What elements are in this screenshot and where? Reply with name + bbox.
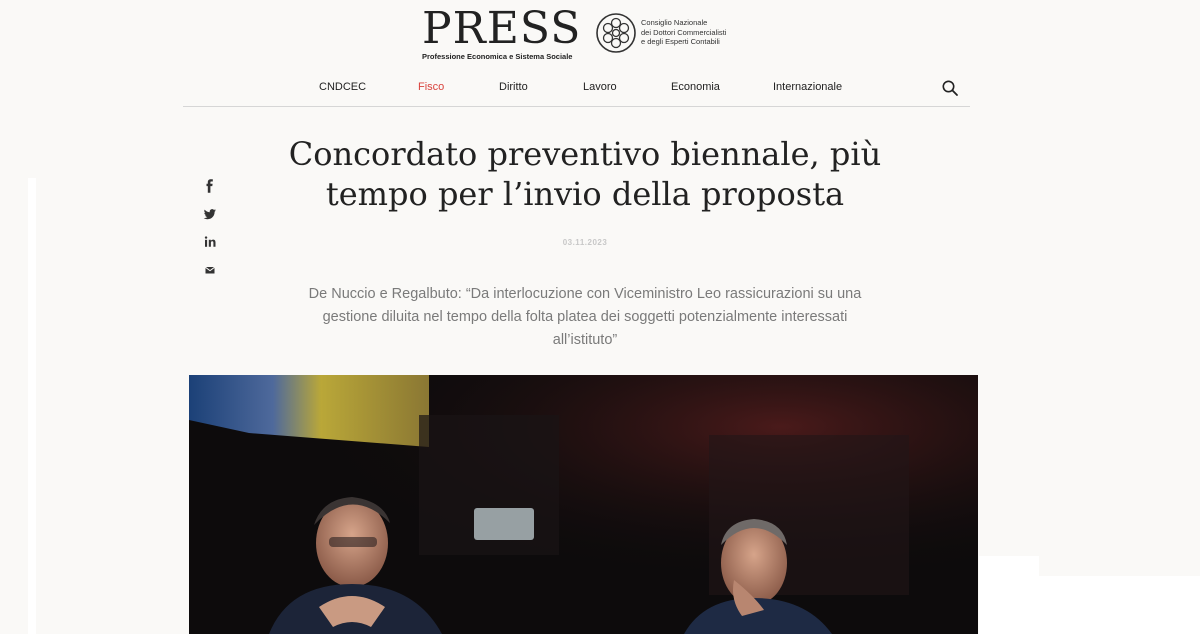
logo-tagline: Professione Economica e Sistema Sociale	[422, 52, 573, 61]
nav-item-internazionale[interactable]: Internazionale	[773, 81, 843, 93]
logo-wordmark: PRESS	[422, 3, 582, 54]
cndcec-line: Consiglio Nazionale	[641, 18, 708, 27]
article-lead: De Nuccio e Regalbuto: “Da interlocuzione con Viceministro Leo rassicurazioni su una gestione diluita nel tempo della folta platea dei soggetti potenzialmente interessati all’istituto”	[308, 286, 862, 348]
share-bar	[200, 176, 220, 288]
email-icon[interactable]	[200, 260, 220, 280]
linkedin-icon[interactable]	[200, 232, 220, 252]
article-hero-image	[189, 375, 978, 634]
hero-photo	[189, 375, 978, 634]
page-edge	[28, 178, 36, 634]
cndcec-logo[interactable]	[595, 12, 755, 56]
cndcec-name	[641, 18, 726, 47]
search-icon[interactable]	[941, 79, 959, 97]
main-nav	[183, 70, 970, 107]
article-title-line: Concordato preventivo biennale, più	[288, 135, 882, 173]
facebook-icon[interactable]	[200, 176, 220, 196]
nav-item-cndcec[interactable]: CNDCEC	[319, 81, 367, 93]
page-edge	[979, 576, 1200, 634]
nav-item-economia[interactable]: Economia	[671, 81, 720, 93]
nav-item-lavoro[interactable]: Lavoro	[583, 81, 617, 93]
cndcec-line: e degli Esperti Contabili	[641, 37, 720, 46]
twitter-icon[interactable]	[200, 204, 220, 224]
article-date: 03.11.2023	[562, 238, 608, 247]
cndcec-line: dei Dottori Commercialisti	[641, 27, 727, 37]
nav-item-fisco[interactable]: Fisco	[418, 81, 445, 93]
nav-item-diritto[interactable]: Diritto	[499, 81, 528, 93]
press-logo[interactable]	[422, 3, 582, 62]
cndcec-emblem-icon	[595, 12, 637, 54]
article-title-line: tempo per l’invio della proposta	[325, 175, 845, 213]
page-edge	[979, 556, 1039, 576]
article-title	[230, 134, 940, 214]
